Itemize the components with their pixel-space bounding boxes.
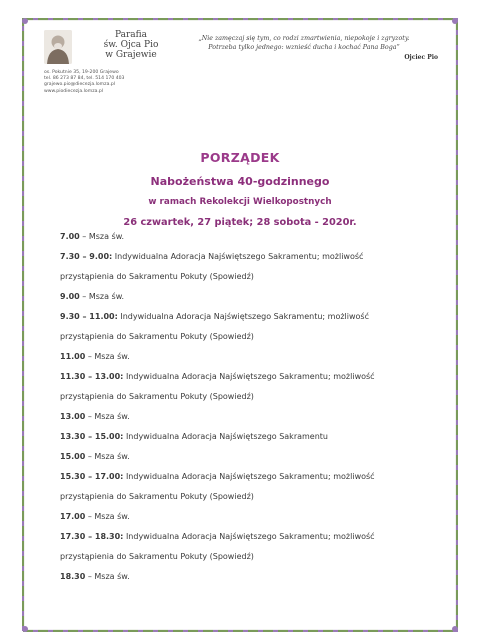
schedule-time: 13.30 – 15.00:	[60, 432, 124, 441]
schedule-time: 7.30 – 9.00:	[60, 252, 113, 261]
schedule-description: przystąpienia do Sakramentu Pokuty (Spowiedź)	[60, 492, 254, 501]
quote-signature: Ojciec Pio	[404, 54, 438, 61]
schedule-time: 7.00	[60, 232, 80, 241]
schedule-line	[60, 332, 254, 342]
schedule-line	[60, 472, 375, 482]
schedule-time: 15.00	[60, 452, 86, 461]
schedule-line	[60, 412, 130, 422]
quote	[169, 34, 439, 52]
address: os. Pokutnie 35, 19-200 Grajewo	[44, 70, 119, 75]
schedule-description: – Msza św.	[87, 412, 130, 421]
schedule-line	[60, 532, 375, 542]
schedule-description: – Msza św.	[82, 292, 125, 301]
schedule-description: – Msza św.	[87, 512, 130, 521]
schedule-description: przystąpienia do Sakramentu Pokuty (Spowiedź)	[60, 332, 254, 341]
schedule-description: Indywidualna Adoracja Najświętszego Sakramentu; możliwość	[125, 532, 375, 541]
parish-line: Parafia	[114, 30, 148, 40]
schedule-description: przystąpienia do Sakramentu Pokuty (Spowiedź)	[60, 272, 254, 281]
schedule-time: 11.30 – 13.00:	[60, 372, 124, 381]
schedule-line	[60, 572, 130, 582]
phone: tel. 86 273 87 84, tel. 514 170 403	[44, 76, 125, 82]
document-dates: 26 czwartek, 27 piątek; 28 sobota - 2020r.	[123, 217, 357, 228]
schedule-time: 9.00	[60, 292, 80, 301]
schedule-time: 11.00	[60, 352, 86, 361]
schedule-line	[60, 432, 328, 442]
document-subtitle: Nabożeństwa 40-godzinnego	[150, 175, 330, 188]
parish-line: św. Ojca Pio	[103, 40, 159, 50]
schedule-line	[60, 372, 375, 382]
email[interactable]: grajewo.pio@diecezja.lomza.pl	[44, 82, 116, 88]
portrait-logo	[44, 30, 72, 64]
website[interactable]: www.piodiecezja.lomza.pl	[44, 88, 104, 94]
schedule-time: 17.00	[60, 512, 86, 521]
schedule-time: 18.30	[60, 572, 86, 581]
schedule-line	[60, 392, 254, 402]
schedule-description: przystąpienia do Sakramentu Pokuty (Spowiedź)	[60, 552, 254, 561]
schedule-line	[60, 552, 254, 562]
schedule-description: – Msza św.	[87, 572, 130, 581]
schedule-description: Indywidualna Adoracja Najświętszego Sakramentu; możliwość	[125, 372, 375, 381]
schedule-description: Indywidualna Adoracja Najświętszego Sakramentu; możliwość	[125, 472, 375, 481]
schedule-line	[60, 452, 130, 462]
schedule-description: – Msza św.	[82, 232, 125, 241]
quote-line: „Nie zamęczaj się tym, co rodzi zmartwienia, niepokoje i zgryzoty.	[198, 35, 410, 42]
schedule-description: przystąpienia do Sakramentu Pokuty (Spowiedź)	[60, 392, 254, 401]
document-context: w ramach Rekolekcji Wielkopostnych	[148, 197, 332, 207]
schedule-description: Indywidualna Adoracja Najświętszego Sakramentu; możliwość	[120, 312, 369, 321]
schedule-line	[60, 252, 363, 262]
document-title: PORZĄDEK	[200, 150, 280, 165]
schedule-time: 9.30 – 11.00:	[60, 312, 118, 321]
schedule-description: Indywidualna Adoracja Najświętszego Sakramentu; możliwość	[114, 252, 364, 261]
schedule-line	[60, 292, 124, 302]
schedule-line	[60, 352, 130, 362]
schedule-line	[60, 232, 124, 242]
schedule-time: 15.30 – 17.00:	[60, 472, 124, 481]
schedule-time: 13.00	[60, 412, 86, 421]
quote-line: Potrzeba tylko jednego: wznieść ducha i kochać Pana Boga”	[208, 44, 400, 51]
schedule-line	[60, 272, 254, 282]
schedule-description: – Msza św.	[87, 352, 130, 361]
schedule-description: Indywidualna Adoracja Najświętszego Sakramentu	[125, 432, 328, 441]
schedule-line	[60, 492, 254, 502]
parish-line: w Grajewie	[105, 50, 157, 60]
letterhead	[44, 30, 438, 110]
schedule-line	[60, 512, 130, 522]
contact-info	[44, 70, 204, 95]
schedule-line	[60, 312, 369, 322]
schedule-time: 17.30 – 18.30:	[60, 532, 124, 541]
schedule-description: – Msza św.	[87, 452, 130, 461]
